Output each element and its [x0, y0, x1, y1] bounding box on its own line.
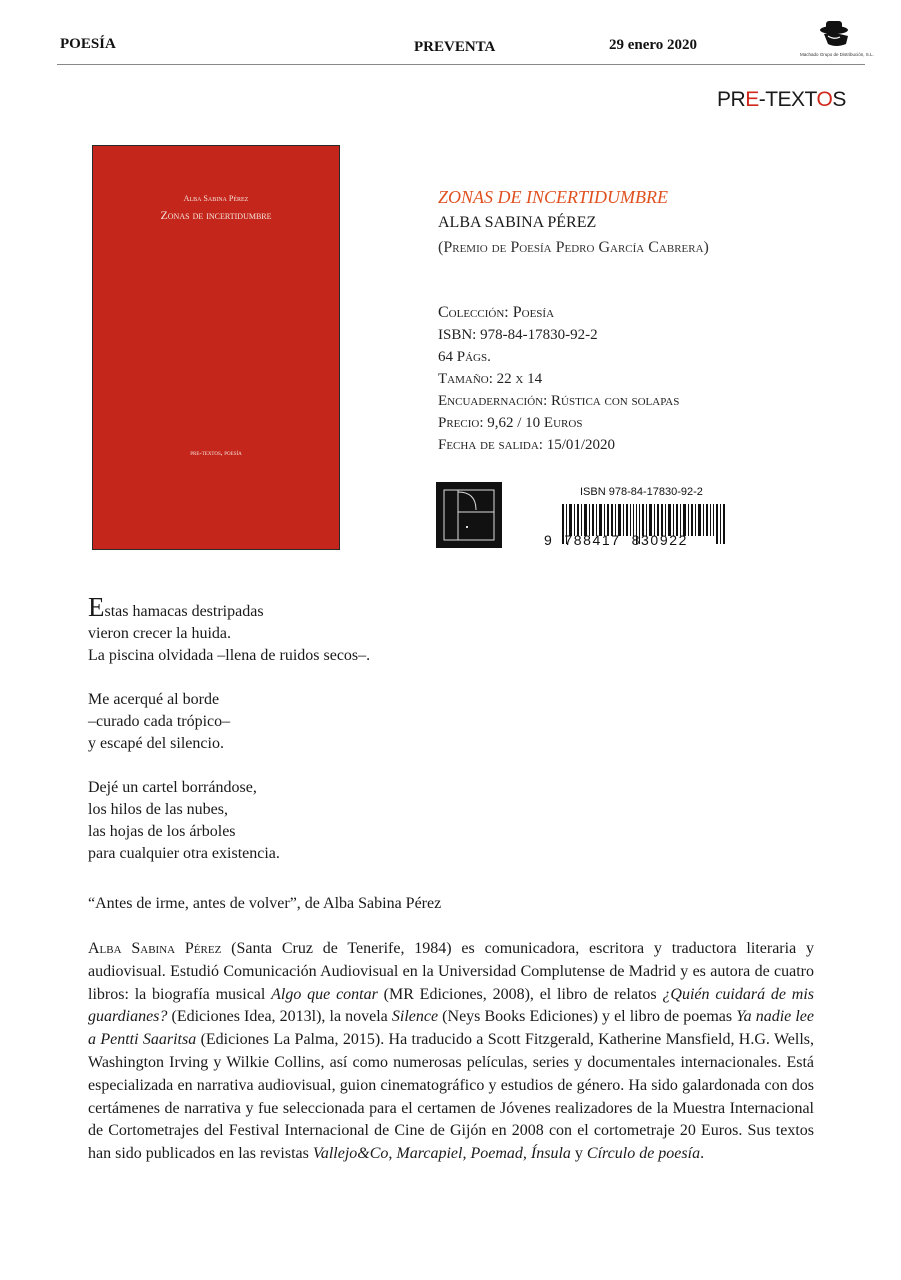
poem-initial: E: [88, 592, 105, 622]
poem-line: vieron crecer la huida.: [88, 625, 232, 642]
book-release: Fecha de salida: 15/01/2020: [438, 437, 616, 453]
poem-line: Dejé un cartel borrándose,: [88, 779, 257, 796]
bio-book-title: ¿Quién cuidará de mis guardianes?: [88, 985, 815, 1026]
header-divider: [57, 64, 865, 65]
poem-line: Me acerqué al borde: [88, 691, 220, 708]
book-pages: 64 Págs.: [438, 349, 491, 365]
cover-title: Zonas de incertidumbre: [160, 208, 272, 222]
bio-magazines: Vallejo&Co, Marcapiel, Poemad, Ínsula: [312, 1145, 571, 1163]
poem-attribution: “Antes de irme, antes de volver”, de Alba Sabina Pérez: [88, 895, 442, 912]
distributor-logo: [800, 18, 874, 62]
poem-stanza: [88, 592, 371, 667]
book-details: [438, 302, 679, 456]
header-status: PREVENTA: [414, 39, 496, 55]
hat-figure-icon: [800, 18, 866, 52]
header-category: POESÍA: [60, 36, 116, 52]
book-isbn: ISBN: 978-84-17830-92-2: [438, 327, 598, 343]
poem-line: –curado cada trópico–: [88, 713, 231, 730]
poem-line: para cualquier otra existencia.: [88, 845, 280, 862]
distributor-name: Machado Grupo de Distribución, S.L.: [800, 52, 874, 57]
author-bio: Alba Sabina Pérez (Santa Cruz de Tenerife, 1984) es comunicadora, escritora y traductora literaria y audiovisual. Estudió Comunicación Audiovisual en la Universidad Complutense de Madrid y es autora de cuatro libros: la biografía musical Algo que contar (MR Ediciones, 2008), el libro de relatos ¿Quién cuidará de mis guardianes? (Ediciones Idea, 2013l), la novela Silence (Neys Books Ediciones) y el libro de poemas Ya nadie lee a Pentti Saaritsa (Ediciones La Palma, 2015). Ha traducido a Scott Fitzgerald, Katherine Mansfield, H.G. Wells, Washington Irving y Wilkie Collins, así como numerosas películas, series y documentales internacionales. Está especializada en narrativa audiovisual, guion cinematográfico y estudios de género. Ha sido galardonada con dos certámenes de narrativa y fue seleccionada para el certamen de Jóvenes realizadores de la Muestra Internacional de Cortometrajes del Festival Internacional de Cine de Gijón en 2008 con el cortometraje 20 Euros. Sus textos han sido publicados en las revistas Vallejo&Co, Marcapiel, Poemad, Ínsula y Círculo de poesía.: [88, 940, 815, 1163]
poem-excerpt: [88, 592, 371, 887]
bio-book-title: Silence: [391, 1008, 439, 1026]
poem-line: las hojas de los árboles: [88, 823, 236, 840]
bio-book-title: Ya nadie lee a Pentti Saaritsa: [88, 1008, 815, 1049]
poem-line: Estas hamacas destripadas: [88, 592, 264, 622]
poem-line: y escapé del silencio.: [88, 735, 224, 752]
book-award: (Premio de Poesía Pedro García Cabrera): [438, 239, 709, 256]
cover-imprint: pre-textos, poesía: [190, 449, 242, 457]
book-binding: Encuadernación: Rústica con solapas: [438, 393, 680, 409]
poem-line: los hilos de las nubes,: [88, 801, 228, 818]
bio-author-name: Alba Sabina Pérez: [88, 940, 222, 957]
pretextos-emblem-icon: [436, 482, 502, 548]
header-date: 29 enero 2020: [609, 37, 698, 53]
barcode: [540, 486, 730, 550]
poem-stanza: [88, 777, 370, 865]
barcode-isbn-label: ISBN 978-84-17830-92-2: [580, 486, 703, 498]
book-cover: [92, 145, 340, 550]
book-title: ZONAS DE INCERTIDUMBRE: [438, 187, 668, 207]
book-price: Precio: 9,62 / 10 Euros: [438, 415, 583, 431]
barcode-digits: 9 788417 830922: [544, 532, 688, 548]
book-size: Tamaño: 22 x 14: [438, 371, 543, 387]
book-collection: Colección: Poesía: [438, 304, 555, 321]
publisher-logo: PRE-TEXTOS: [717, 88, 846, 111]
bio-magazine: Círculo de poesía: [586, 1145, 701, 1163]
poem-line: La piscina olvidada –llena de ruidos secos–.: [88, 647, 371, 664]
book-author: ALBA SABINA PÉREZ: [438, 214, 597, 231]
poem-stanza: [88, 689, 370, 755]
bio-book-title: Algo que contar: [271, 985, 378, 1003]
cover-author: Alba Sabina Pérez: [183, 194, 249, 203]
